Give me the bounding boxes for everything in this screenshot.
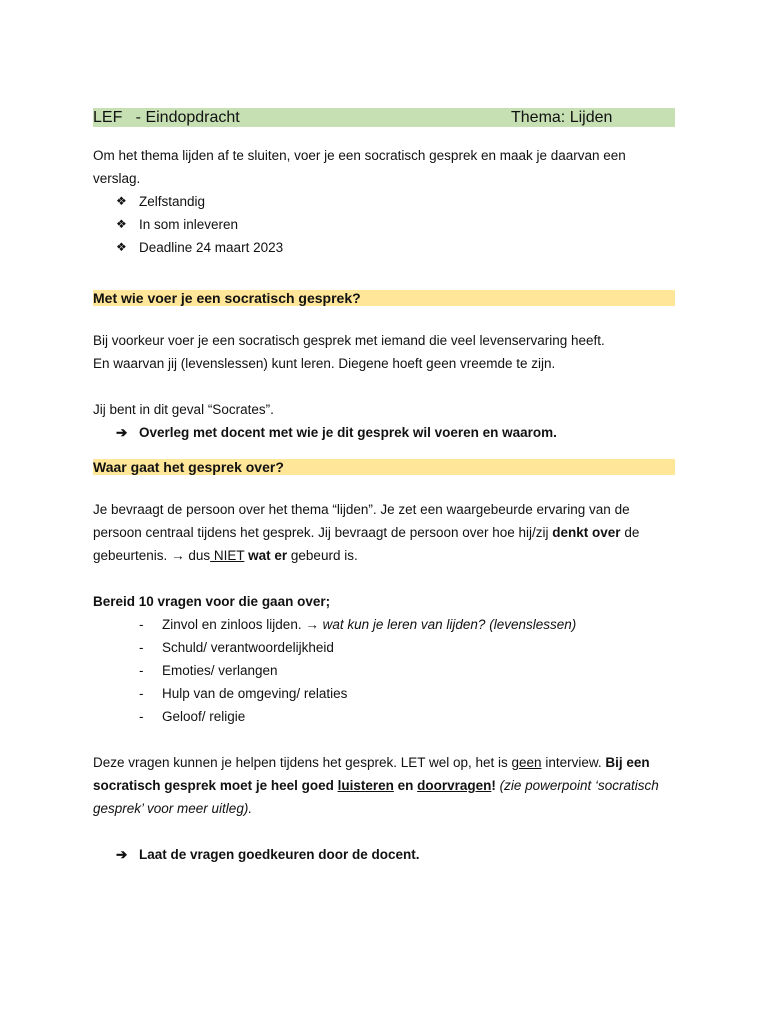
section1-paragraph-3: Jij bent in dit geval “Socrates”. [93, 402, 274, 417]
list-item: - Schuld/ verantwoordelijkheid [93, 636, 675, 659]
document-theme: Thema: Lijden [511, 109, 613, 126]
intro-bullet-list [93, 190, 675, 259]
section-heading-met-wie: Met wie voer je een socratisch gesprek? [93, 290, 675, 306]
diamond-bullet-icon: ❖ [116, 217, 127, 231]
questions-heading: Bereid 10 vragen voor die gaan over; [93, 594, 331, 609]
arrow-right-icon: → [171, 548, 185, 563]
list-item: ❖ Deadline 24 maart 2023 [93, 236, 675, 259]
section1-paragraph-1: Bij voorkeur voer je een socratisch gesprek met iemand die veel levenservaring heeft. [93, 333, 605, 348]
section2-paragraph-2: Deze vragen kunnen je helpen tijdens het gesprek. LET wel op, het is geen interview. Bij een socratisch gesprek moet je heel goed luisteren en doorvragen! (zie powerpoint ‘socratisch gesprek’ voor meer uitleg). [93, 755, 659, 816]
dash-bullet: - [139, 640, 144, 655]
section2-action: ➔ Laat de vragen goedkeuren door de docent. [93, 843, 675, 866]
arrow-right-icon: ➔ [116, 847, 128, 862]
list-item: - Geloof/ religie [93, 705, 675, 728]
arrow-right-icon: → [305, 617, 319, 632]
diamond-bullet-icon: ❖ [116, 194, 127, 208]
dash-bullet: - [139, 663, 144, 678]
dash-bullet: - [139, 617, 144, 632]
list-item: - Emoties/ verlangen [93, 659, 675, 682]
document-page [93, 108, 675, 866]
list-item: ❖ In som inleveren [93, 213, 675, 236]
section1-paragraph-2: En waarvan jij (levenslessen) kunt leren. Diegene hoeft geen vreemde te zijn. [93, 356, 556, 371]
list-item: ❖ Zelfstandig [93, 190, 675, 213]
list-item: - Zinvol en zinloos lijden. → wat kun je leren van lijden? (levenslessen) [93, 613, 675, 636]
section2-paragraph-1: Je bevraagt de persoon over het thema “lijden”. Je zet een waargebeurde ervaring van de persoon centraal tijdens het gesprek. Jij bevraagt de persoon over hoe hij/zij denkt over de gebeurtenis. → dus NIET wat er gebeurd is. [93, 502, 640, 563]
dash-bullet: - [139, 709, 144, 724]
section-heading-waar-gaat: Waar gaat het gesprek over? [93, 459, 675, 475]
list-item: - Hulp van de omgeving/ relaties [93, 682, 675, 705]
dash-bullet: - [139, 686, 144, 701]
document-title: LEF - Eindopdracht [93, 109, 240, 126]
title-bar [93, 108, 675, 127]
arrow-right-icon: ➔ [116, 425, 128, 440]
questions-list [93, 613, 675, 728]
section1-action: ➔ Overleg met docent met wie je dit gesprek wil voeren en waarom. [93, 421, 675, 444]
intro-text: Om het thema lijden af te sluiten, voer je een socratisch gesprek en maak je daarvan een verslag. [93, 148, 626, 186]
diamond-bullet-icon: ❖ [116, 240, 127, 254]
